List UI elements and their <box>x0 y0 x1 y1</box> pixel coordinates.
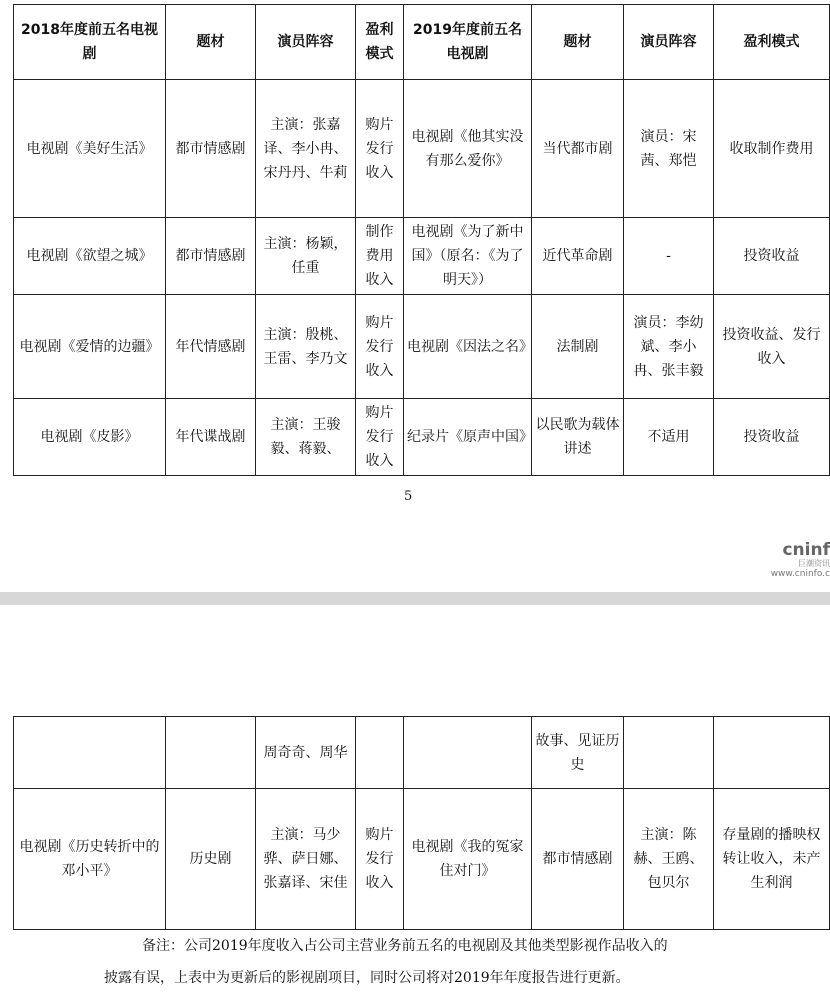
cell: 收取制作费用 <box>714 80 830 218</box>
cell: 纪录片《原声中国》 <box>404 399 532 476</box>
cell: 投资收益 <box>714 218 830 295</box>
cell: 电视剧《美好生活》 <box>14 80 166 218</box>
cell: 购片发行收入 <box>356 399 404 476</box>
watermark-sub: 巨潮资讯 <box>798 559 830 568</box>
cell: 投资收益、发行收入 <box>714 295 830 399</box>
cell: 近代革命剧 <box>532 218 624 295</box>
cell: 以民歌为载体讲述 <box>532 399 624 476</box>
cell: 购片发行收入 <box>356 789 404 930</box>
watermark-brand: cninf <box>782 540 830 560</box>
table-row <box>14 789 830 930</box>
cell: 投资收益 <box>714 399 830 476</box>
cell: 都市情感剧 <box>532 789 624 930</box>
top-five-table-part-1 <box>13 4 830 476</box>
table-row <box>14 399 830 476</box>
cell <box>624 717 714 789</box>
cell: 历史剧 <box>166 789 256 930</box>
cell: 主演：杨颖，任重 <box>256 218 356 295</box>
header-profit-2018: 盈利模式 <box>356 5 404 80</box>
table-row <box>14 80 830 218</box>
cell <box>714 717 830 789</box>
cell: 电视剧《因法之名》 <box>404 295 532 399</box>
cell: 法制剧 <box>532 295 624 399</box>
watermark-url: www.cninfo.c <box>770 569 830 579</box>
header-cast-2019: 演员阵容 <box>624 5 714 80</box>
cell: 主演：殷桃、王雷、李乃文 <box>256 295 356 399</box>
cell: 电视剧《为了新中国》（原名：《为了明天》） <box>404 218 532 295</box>
cell: 存量剧的播映权转让收入，未产生利润 <box>714 789 830 930</box>
cell: 主演：马少骅、萨日娜、张嘉译、宋佳 <box>256 789 356 930</box>
cell: 周奇奇、周华 <box>256 717 356 789</box>
cell: 年代情感剧 <box>166 295 256 399</box>
top-five-table-part-2 <box>13 716 830 930</box>
table-row <box>14 218 830 295</box>
note-line-2: 披露有误，上表中为更新后的影视剧项目，同时公司将对2019年年度报告进行更新。 <box>104 970 630 986</box>
header-cast-2018: 演员阵容 <box>256 5 356 80</box>
cell: 演员：宋茜、郑恺 <box>624 80 714 218</box>
header-profit-2019: 盈利模式 <box>714 5 830 80</box>
cell: 主演：张嘉译、李小冉、宋丹丹、牛莉 <box>256 80 356 218</box>
cell: 制作费用收入 <box>356 218 404 295</box>
cell: 演员：李幼斌、李小冉、张丰毅 <box>624 295 714 399</box>
cell: 电视剧《爱情的边疆》 <box>14 295 166 399</box>
cninfo-watermark-logo <box>771 541 830 579</box>
cell: 电视剧《欲望之城》 <box>14 218 166 295</box>
header-genre-2019: 题材 <box>532 5 624 80</box>
cell <box>166 717 256 789</box>
page-number: 5 <box>404 489 413 504</box>
cell: - <box>624 218 714 295</box>
cell <box>404 717 532 789</box>
table-row <box>14 717 830 789</box>
cell: 购片发行收入 <box>356 295 404 399</box>
header-2018-drama: 2018年度前五名电视剧 <box>14 5 166 80</box>
cell: 不适用 <box>624 399 714 476</box>
cell: 主演：陈赫、王鸥、包贝尔 <box>624 789 714 930</box>
cell: 都市情感剧 <box>166 80 256 218</box>
cell: 故事、见证历史 <box>532 717 624 789</box>
cell <box>356 717 404 789</box>
cell: 年代谍战剧 <box>166 399 256 476</box>
note-line-1: 备注：公司2019年度收入占公司主营业务前五名的电视剧及其他类型影视作品收入的 <box>142 938 668 954</box>
header-2019-drama: 2019年度前五名电视剧 <box>404 5 532 80</box>
header-genre-2018: 题材 <box>166 5 256 80</box>
cell: 电视剧《历史转折中的邓小平》 <box>14 789 166 930</box>
cell: 电视剧《他其实没有那么爱你》 <box>404 80 532 218</box>
cell: 当代都市剧 <box>532 80 624 218</box>
cell: 购片发行收入 <box>356 80 404 218</box>
cell: 电视剧《皮影》 <box>14 399 166 476</box>
cell: 电视剧《我的冤家住对门》 <box>404 789 532 930</box>
cell: 都市情感剧 <box>166 218 256 295</box>
table-row <box>14 295 830 399</box>
cell <box>14 717 166 789</box>
cell: 主演：王骏毅、蒋毅、 <box>256 399 356 476</box>
page-separator <box>0 592 830 605</box>
table-header-row <box>14 5 830 80</box>
